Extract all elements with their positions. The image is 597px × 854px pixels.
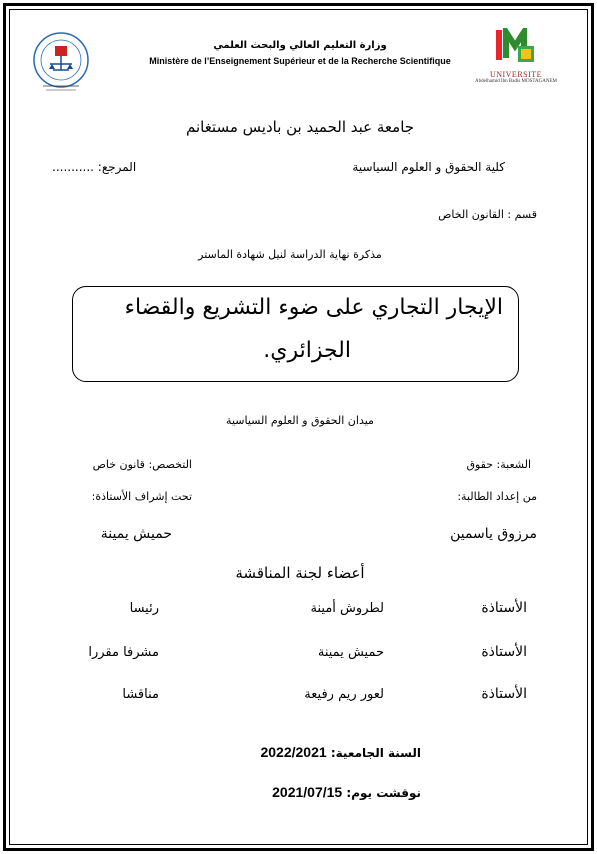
university-logo-text: [468, 70, 564, 84]
jury-member-name: لعور ريم رفيعة: [304, 687, 384, 702]
jury-member-name: حميش يمينة: [317, 645, 384, 660]
department-name: قسم : القانون الخاص: [438, 208, 537, 221]
branch-label: الشعبة: حقوق: [466, 458, 531, 471]
defense-date-label: نوقشت يوم:: [346, 786, 421, 800]
jury-member-role: مشرفا مقررا: [88, 645, 159, 660]
faculty-seal-icon: [28, 30, 94, 94]
supervised-by-label: تحت إشراف الأستاذة:: [91, 490, 192, 503]
memo-label: مذكرة نهاية الدراسة لنيل شهادة الماستر: [198, 248, 382, 261]
academic-year-label: السنة الجامعية:: [330, 746, 421, 760]
university-name: جامعة عبد الحميد بن باديس مستغانم: [185, 118, 415, 136]
jury-member-role: رئيسا: [129, 601, 159, 616]
field-of-study: ميدان الحقوق و العلوم السياسية: [226, 414, 374, 427]
jury-member-title: الأستاذة: [481, 600, 527, 616]
defense-date: [272, 784, 421, 800]
reference-field: المرجع: ...........: [52, 160, 137, 174]
defense-date-value: 2021/07/15: [272, 784, 343, 800]
faculty-name: كلية الحقوق و العلوم السياسية: [352, 160, 505, 174]
thesis-title-line1: الإيجار التجاري على ضوء التشريع والقضاء: [124, 295, 503, 320]
jury-member-name: لطروش أمينة: [310, 601, 384, 616]
thesis-title-line2: الجزائري.: [263, 338, 351, 363]
university-logo-label: UNIVERSITE: [489, 70, 543, 79]
university-logo-sublabel: Abdelhamid Ibn Badis MOSTAGANEM: [475, 79, 557, 84]
academic-year: [260, 744, 421, 760]
specialty-label: التخصص: قانون خاص: [92, 458, 192, 471]
jury-title: أعضاء لجنة المناقشة: [235, 564, 365, 582]
ministry-french: Ministère de l’Enseignement Supérieur et de la Recherche Scientifique: [149, 56, 451, 66]
jury-member-role: مناقشا: [122, 687, 159, 702]
student-name: مرزوق ياسمين: [450, 526, 537, 542]
supervisor-name: حميش يمينة: [100, 526, 172, 542]
jury-member-title: الأستاذة: [481, 686, 527, 702]
ministry-arabic: وزارة التعليم العالي والبحث العلمي: [213, 40, 387, 51]
jury-member-title: الأستاذة: [481, 644, 527, 660]
prepared-by-label: من إعداد الطالبة:: [457, 490, 537, 503]
academic-year-value: 2022/2021: [260, 744, 327, 760]
